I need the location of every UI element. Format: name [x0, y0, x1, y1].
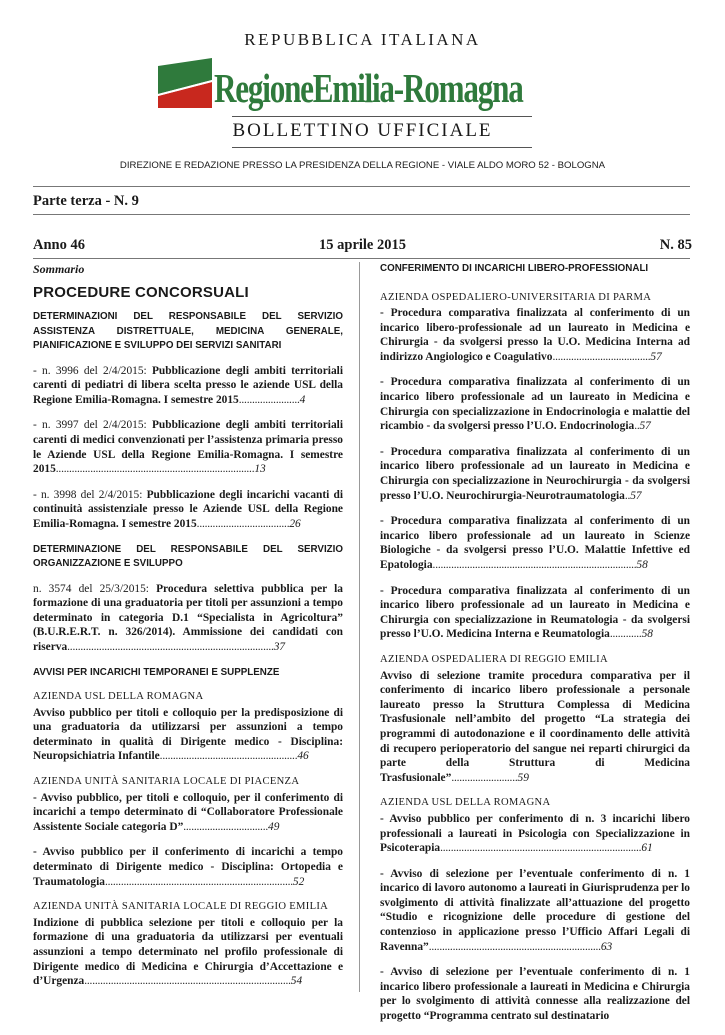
part-number: Parte terza - N. 9 [33, 193, 139, 209]
toc-entry[interactable] [33, 791, 343, 835]
entry-leader: ............................................................................ [440, 842, 642, 855]
toc-entry[interactable] [380, 867, 690, 955]
entry-page: 37 [273, 641, 286, 653]
organization-name: AZIENDA UNITÀ SANITARIA LOCALE DI REGGIO EMILIA [33, 901, 329, 913]
issue-rule [33, 258, 690, 259]
entry-title: Pubblicazione degli ambiti territoriali carenti di medici convenzionati per l’assistenza primaria presso le Aziende USL della Regione Emilia-Romagna. I semestre 2015 [33, 419, 343, 476]
entry-leader: ....................................................................... [104, 875, 293, 888]
entry-page: 57 [639, 420, 651, 433]
entry-page: 4 [299, 393, 306, 406]
region-logo-icon [158, 56, 212, 108]
entry-leader: .................................................... [159, 750, 298, 763]
entry-leader: ................................... [196, 518, 290, 531]
toc-entry[interactable] [380, 812, 690, 856]
entry-page: 57 [650, 350, 662, 363]
entry-title: - Procedura comparativa finalizzata al conferimento di un incarico libero professionale ad un laureato in Scienze Biologiche - da svolgersi presso l’U.O. Malattie Infettive ed Epatologia [380, 515, 690, 571]
issue-year: Anno 46 [33, 237, 85, 253]
entry-title: - Avviso pubblico per il conferimento di incarichi a tempo determinato di Dirigente medico - Disciplina: Ortopedia e Traumatologia [33, 846, 343, 888]
entry-title: Avviso pubblico per titoli e colloquio per la predisposizione di una graduatoria da utilizzarsi per assunzioni a tempo determinato in qualità di Dirigente medico - Disciplina: Neuropsichiatria Infantile [33, 706, 343, 763]
entry-page: 46 [297, 750, 309, 763]
entry-page: 59 [517, 771, 529, 784]
entry-page: 61 [641, 842, 653, 855]
entry-leader: ............................................................................. [432, 559, 637, 571]
toc-entry[interactable] [380, 965, 690, 1023]
entry-leader: ............ [609, 628, 642, 641]
part-rule [33, 214, 690, 215]
entry-page: 13 [254, 463, 266, 476]
organization-name: AZIENDA USL DELLA ROMAGNA [33, 691, 204, 703]
entry-title: - Procedura comparativa finalizzata al conferimento di un incarico libero-professionale ad un laureato in Medicina e Chirurgia - da svolgersi presso la U.O. Medicina Interna ad indirizzo Angiologico e Coagulativo [380, 307, 690, 363]
entry-leader: ....................... [238, 393, 300, 406]
entry-leader: .............................................................................. [67, 641, 274, 653]
column-divider [359, 262, 360, 992]
entry-title: - Procedura comparativa finalizzata al conferimento di un incarico libero professionale ad un laureato in Medicina e Chirurgia con specializzazione in Endocrinologia e malattie del ricambio - da svolgersi presso l’U.O. Endocrinologia [380, 376, 690, 433]
entry-page: 58 [636, 559, 648, 571]
entry-title: - Avviso pubblico, per titoli e colloquio, per il conferimento di incarichi a tempo determinato di “Collaboratore Professionale Assistente Sociale categoria D” [33, 791, 343, 833]
entry-title: - Avviso di selezione per l’eventuale conferimento di n. 1 incarico di lavoro autonomo a laureati in Giurisprudenza per lo svolgimento di attività finalizzate all’attuazione del progetto “Studio e ricognizione delle procedure di gestione del contenzioso in applicazione presso l’Ufficio Affari Legali di Ravenna” [380, 867, 690, 953]
entry-leader: ................................................................. [428, 940, 601, 953]
header-rule [33, 186, 690, 187]
entry-leader: ..................................... [552, 350, 651, 363]
toc-entry[interactable] [380, 669, 690, 786]
entry-leader: .............................................................................. [84, 975, 291, 988]
toc-entry[interactable] [33, 916, 343, 989]
toc-entry[interactable] [33, 364, 343, 408]
toc-entry[interactable] [33, 418, 343, 476]
section-title: PROCEDURE CONCORSUALI [33, 283, 249, 301]
organization-name: AZIENDA OSPEDALIERO-UNIVERSITARIA DI PARMA [380, 291, 652, 303]
section-heading: AVVISI PER INCARICHI TEMPORANEI E SUPPLENZE [33, 666, 280, 678]
entry-title: - Avviso pubblico per conferimento di n. 3 incarichi libero professionali a laureati in Psicologia con Specializzazione in Psicoterapia [380, 812, 690, 855]
entry-page: 54 [290, 975, 303, 988]
organization-name: AZIENDA OSPEDALIERA DI REGGIO EMILIA [380, 653, 608, 665]
entry-page: 58 [641, 628, 653, 641]
masthead-bottom-rule [232, 147, 532, 148]
entry-title: Avviso di selezione tramite procedura comparativa per il conferimento di incarico libero professionale a personale laureato presso la Struttura Complessa di Medicina Trasfusionale nell’ambito del progetto “La strategia dei programmi di autodonazione e il coordinamento delle attività di recupero perioperatorio del sangue nei reparti chirurgici da parte della Struttura di Medicina Trasfusionale” [380, 669, 690, 784]
entry-ref: n. 3574 del 25/3/2015: [33, 582, 157, 595]
left-column [33, 262, 343, 1000]
entry-title: Pubblicazione degli incarichi vacanti di continuità assistenziale presso le Aziende USL della Regione Emilia-Romagna. I semestre 2015 [33, 488, 343, 531]
masthead-top-rule [232, 116, 532, 117]
entry-title: Indizione di pubblica selezione per titoli e colloquio per la formazione di una graduatoria da utilizzarsi per eventuali assunzioni a tempo determinato nel profilo professionale di Dirigente medico di Medicina e Chirurgia d’Accettazione e d’Urgenza [33, 916, 343, 988]
region-wordmark: RegioneEmilia-Romagna [214, 65, 523, 111]
entry-ref: - n. 3996 del 2/4/2015: [33, 364, 152, 377]
masthead [0, 0, 725, 170]
issue-number: N. 85 [659, 237, 692, 253]
section-heading: DETERMINAZIONI DEL RESPONSABILE DEL SERVIZIO ASSISTENZA DISTRETTUALE, MEDICINA GENERALE, PIANIFICAZIONE E SVILUPPO DEI SERVIZI SANITARI [33, 311, 343, 352]
organization-name: AZIENDA UNITÀ SANITARIA LOCALE DI PIACENZA [33, 776, 300, 788]
entry-ref: - n. 3997 del 2/4/2015: [33, 419, 152, 432]
section-heading: DETERMINAZIONE DEL RESPONSABILE DEL SERVIZIO ORGANIZZAZIONE E SVILUPPO [33, 543, 343, 570]
entry-leader: .. [624, 489, 631, 502]
right-column [380, 262, 690, 1035]
toc-entry[interactable] [33, 845, 343, 889]
entry-page: 63 [600, 940, 613, 953]
entry-leader: ........................................................................... [55, 463, 255, 476]
toc-entry[interactable] [380, 306, 690, 364]
organization-name: AZIENDA USL DELLA ROMAGNA [380, 797, 551, 809]
entry-leader: .. [634, 420, 640, 433]
toc-entry[interactable] [380, 375, 690, 433]
toc-entry[interactable] [33, 488, 343, 532]
section-heading: CONFERIMENTO DI INCARICHI LIBERO-PROFESSIONALI [380, 263, 649, 274]
republic-title: REPUBBLICA ITALIANA [244, 30, 481, 49]
entry-title: Procedura selettiva pubblica per la formazione di una graduatoria per titoli per assunzioni a tempo determinato in categoria D.1 “Specialista in Agricoltura” (B.U.R.E.R.T. n. 326/2014). Ammissione dei candidati con riserva [33, 582, 343, 653]
entry-leader: ......................... [451, 771, 518, 784]
bulletin-title: BOLLETTINO UFFICIALE [232, 120, 493, 141]
summary-label: Sommario [33, 262, 85, 276]
toc-entry[interactable] [380, 514, 690, 572]
entry-title: - Procedura comparativa finalizzata al conferimento di un incarico libero professionale ad un laureato in Medicina e Chirurgia con specializzazione in Neurochirurgia - da svolgersi presso l’U.O. Neurochirurgia-Neurotraumatologia [380, 445, 690, 502]
entry-title: - Avviso di selezione per l’eventuale conferimento di n. 1 incarico libero professionale a laureati in Medicina e Chirurgia per lo svolgimento di attività connesse alla realizzazione del progetto “Programma centrato sul destinatario [380, 966, 690, 1023]
direction-address: DIREZIONE E REDAZIONE PRESSO LA PRESIDENZA DELLA REGIONE - VIALE ALDO MORO 52 - BOLOGNA [119, 160, 606, 171]
toc-entry[interactable] [33, 706, 343, 764]
entry-title: - Procedura comparativa finalizzata al conferimento di un incarico libero professionale ad un laureato in Medicina e Chirurgia con specializzazione in Reumatologia - da svolgersi presso l’U.O. Medicina Interna e Reumatologia [380, 584, 690, 641]
issue-date: 15 aprile 2015 [319, 237, 406, 253]
entry-page: 57 [630, 489, 642, 502]
entry-title: Pubblicazione degli ambiti territoriali carenti di pediatri di libera scelta presso le aziende USL della Regione Emilia-Romagna. I semestre 2015 [33, 364, 343, 406]
toc-entry[interactable] [380, 445, 690, 503]
toc-entry[interactable] [380, 584, 690, 642]
toc-entry[interactable] [33, 582, 343, 655]
entry-page: 49 [268, 820, 280, 833]
entry-page: 26 [289, 518, 301, 531]
entry-ref: - n. 3998 del 2/4/2015: [33, 488, 147, 501]
entry-leader: ................................ [183, 820, 268, 833]
entry-page: 52 [292, 875, 305, 888]
